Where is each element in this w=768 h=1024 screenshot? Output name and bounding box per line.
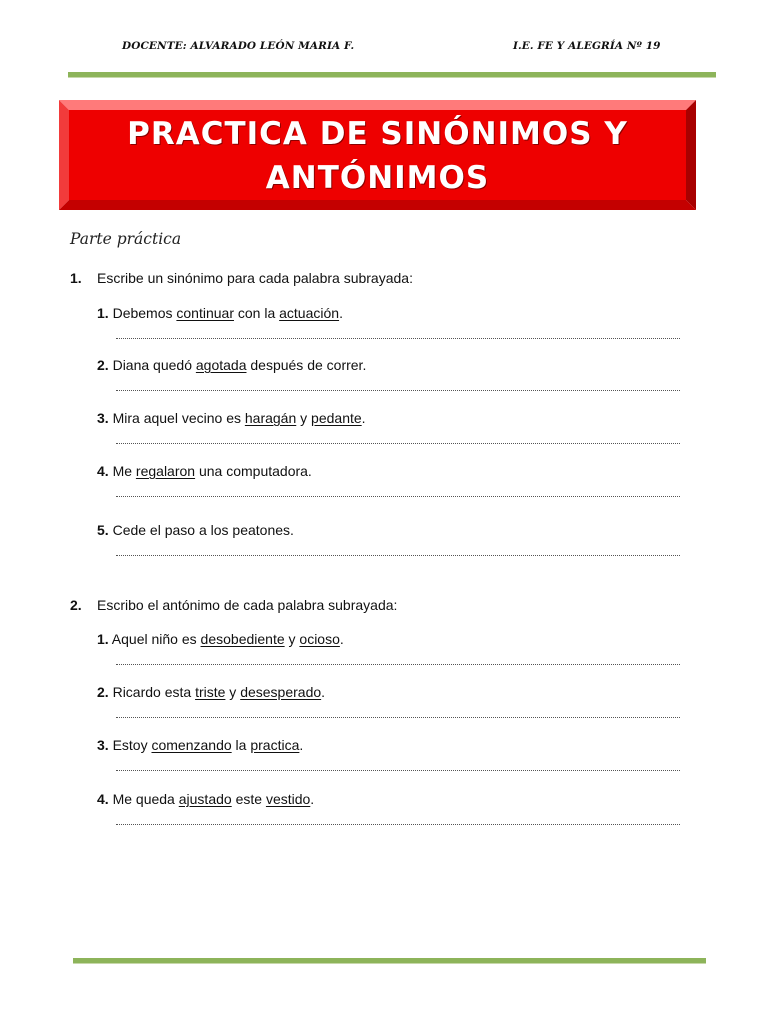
title-line-1: PRACTICA DE SINÓNIMOS Y bbox=[127, 116, 628, 152]
underlined-word: regalaron bbox=[135, 463, 196, 479]
answer-line[interactable] bbox=[116, 494, 680, 497]
question-2 bbox=[70, 597, 397, 613]
section-subtitle: Parte práctica bbox=[70, 230, 182, 248]
underlined-word: desesperado bbox=[240, 684, 322, 700]
answer-line[interactable] bbox=[116, 441, 680, 444]
exercise-sentence bbox=[97, 357, 366, 373]
exercise-sentence bbox=[97, 410, 366, 426]
sentence-text: Aquel niño es bbox=[108, 631, 201, 647]
sentence-text: Me queda bbox=[108, 791, 179, 807]
exercise-sentence bbox=[97, 737, 303, 753]
exercise-sentence bbox=[97, 631, 344, 647]
exercise-sentence bbox=[97, 791, 314, 807]
question-number: 2. bbox=[70, 597, 82, 613]
sentence-text: Diana quedó bbox=[108, 357, 196, 373]
underlined-word: haragán bbox=[244, 410, 297, 426]
exercise-sentence bbox=[97, 522, 294, 538]
underlined-word: comenzando bbox=[151, 737, 232, 753]
item-number: 3. bbox=[97, 737, 109, 753]
answer-line[interactable] bbox=[116, 768, 680, 771]
answer-line[interactable] bbox=[116, 662, 680, 665]
item-number: 5. bbox=[97, 522, 109, 538]
sentence-text: . bbox=[339, 631, 344, 647]
item-number: 2. bbox=[97, 357, 109, 373]
teacher-name: DOCENTE: ALVARADO LEÓN MARIA F. bbox=[122, 40, 355, 52]
bottom-divider bbox=[73, 958, 706, 964]
sentence-text: después de correr. bbox=[246, 357, 367, 373]
question-1 bbox=[70, 270, 413, 286]
answer-line[interactable] bbox=[116, 388, 680, 391]
underlined-word: actuación bbox=[279, 305, 340, 321]
answer-line[interactable] bbox=[116, 336, 680, 339]
underlined-word: triste bbox=[195, 684, 226, 700]
sentence-text: Me bbox=[108, 463, 136, 479]
underlined-word: practica bbox=[250, 737, 300, 753]
underlined-word: pedante bbox=[311, 410, 362, 426]
sentence-text: . bbox=[361, 410, 366, 426]
sentence-text: la bbox=[231, 737, 251, 753]
school-name: I.E. FE Y ALEGRÍA Nº 19 bbox=[513, 40, 661, 52]
item-number: 4. bbox=[97, 791, 109, 807]
title-line-2: ANTÓNIMOS bbox=[265, 160, 490, 196]
sentence-text: Mira aquel vecino es bbox=[108, 410, 245, 426]
sentence-text: Estoy bbox=[108, 737, 152, 753]
answer-line[interactable] bbox=[116, 553, 680, 556]
sentence-text: y bbox=[284, 631, 300, 647]
sentence-text: Cede el paso a los peatones. bbox=[108, 522, 294, 538]
answer-line[interactable] bbox=[116, 715, 680, 718]
item-number: 1. bbox=[97, 631, 109, 647]
title-banner bbox=[59, 100, 696, 210]
exercise-sentence bbox=[97, 305, 343, 321]
item-number: 3. bbox=[97, 410, 109, 426]
sentence-text: Debemos bbox=[108, 305, 177, 321]
sentence-text: una computadora. bbox=[195, 463, 312, 479]
exercise-sentence bbox=[97, 463, 312, 479]
answer-line[interactable] bbox=[116, 822, 680, 825]
question-number: 1. bbox=[70, 270, 82, 286]
underlined-word: desobediente bbox=[200, 631, 285, 647]
underlined-word: continuar bbox=[176, 305, 234, 321]
top-divider bbox=[68, 72, 716, 78]
underlined-word: ocioso bbox=[299, 631, 340, 647]
sentence-text: este bbox=[231, 791, 266, 807]
exercise-sentence bbox=[97, 684, 325, 700]
sentence-text: Ricardo esta bbox=[108, 684, 196, 700]
sentence-text: . bbox=[339, 305, 343, 321]
question-instruction: Escribo el antónimo de cada palabra subrayada: bbox=[97, 597, 398, 613]
item-number: 4. bbox=[97, 463, 109, 479]
underlined-word: vestido bbox=[265, 791, 311, 807]
item-number: 2. bbox=[97, 684, 109, 700]
sentence-text: con la bbox=[233, 305, 280, 321]
question-instruction: Escribe un sinónimo para cada palabra subrayada: bbox=[97, 270, 413, 286]
sentence-text: . bbox=[321, 684, 326, 700]
sentence-text: y bbox=[296, 410, 312, 426]
sentence-text: y bbox=[225, 684, 241, 700]
underlined-word: agotada bbox=[195, 357, 247, 373]
item-number: 1. bbox=[97, 305, 109, 321]
underlined-word: ajustado bbox=[178, 791, 232, 807]
sentence-text: . bbox=[299, 737, 304, 753]
sentence-text: . bbox=[310, 791, 315, 807]
page-title bbox=[59, 112, 696, 200]
